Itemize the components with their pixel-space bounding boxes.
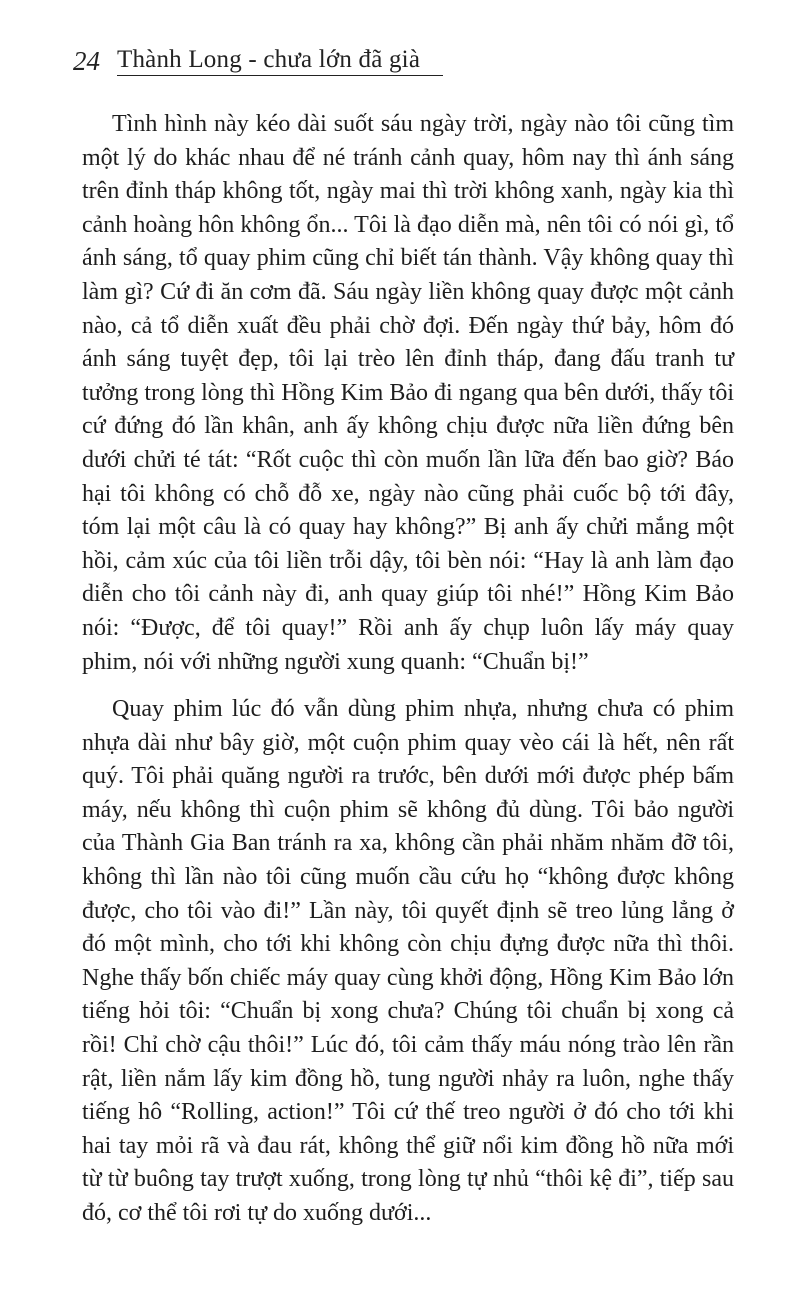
body-text <box>82 108 734 1231</box>
running-header <box>73 40 443 76</box>
paragraph-1: Tình hình này kéo dài suốt sáu ngày trời, ngày nào tôi cũng tìm một lý do khác nhau để né tránh cảnh quay, hôm nay thì ánh sáng trên đỉnh tháp không tốt, ngày mai thì trời không xanh, ngày kia thì cảnh hoàng hôn không ổn... Tôi là đạo diễn mà, nên tôi có nói gì, tổ ánh sáng, tổ quay phim cũng chỉ biết tán thành. Vậy không quay thì làm gì? Cứ đi ăn cơm đã. Sáu ngày liền không quay được một cảnh nào, cả tổ diễn xuất đều phải chờ đợi. Đến ngày thứ bảy, hôm đó ánh sáng tuyệt đẹp, tôi lại trèo lên đỉnh tháp, đang đấu tranh tư tưởng trong lòng thì Hồng Kim Bảo đi ngang qua bên dưới, thấy tôi cứ đứng đó lần khân, anh ấy không chịu được nữa liền đứng bên dưới chửi té tát: “Rốt cuộc thì còn muốn lần lữa đến bao giờ? Báo hại tôi không có chỗ đỗ xe, ngày nào cũng phải cuốc bộ tới đây, tóm lại một câu là có quay hay không?” Bị anh ấy chửi mắng một hồi, cảm xúc của tôi liền trỗi dậy, tôi bèn nói: “Hay là anh làm đạo diễn cho tôi cảnh này đi, anh quay giúp tôi nhé!” Hồng Kim Bảo nói: “Được, để tôi quay!” Rồi anh ấy chụp luôn lấy máy quay phim, nói với những người xung quanh: “Chuẩn bị!” <box>82 111 734 675</box>
book-title: Thành Long - chưa lớn đã già <box>117 45 443 76</box>
page-number: 24 <box>73 46 100 76</box>
paragraph-2: Quay phim lúc đó vẫn dùng phim nhựa, nhưng chưa có phim nhựa dài như bây giờ, một cuộn phim quay vèo cái là hết, nên rất quý. Tôi phải quăng người ra trước, bên dưới mới được phép bấm máy, nếu không thì cuộn phim sẽ không đủ dùng. Tôi bảo người của Thành Gia Ban tránh ra xa, không cần phải nhăm nhăm đỡ tôi, không thì lần nào tôi cũng muốn cầu cứu họ “không được không được, cho tôi vào đi!” Lần này, tôi quyết định sẽ treo lủng lẳng ở đó một mình, cho tới khi không còn chịu đựng được nữa thì thôi. Nghe thấy bốn chiếc máy quay cùng khởi động, Hồng Kim Bảo lớn tiếng hỏi tôi: “Chuẩn bị xong chưa? Chúng tôi chuẩn bị xong cả rồi! Chỉ chờ cậu thôi!” Lúc đó, tôi cảm thấy máu nóng trào lên rần rật, liền nắm lấy kim đồng hồ, tung người nhảy ra luôn, nghe thấy tiếng hô “Rolling, action!” Tôi cứ thế treo người ở đó cho tới khi hai tay mỏi rã và đau rát, không thể giữ nổi kim đồng hồ nữa mới từ từ buông tay trượt xuống, trong lòng tự nhủ “thôi kệ đi”, tiếp sau đó, cơ thể tôi rơi tự do xuống dưới... <box>82 696 734 1226</box>
